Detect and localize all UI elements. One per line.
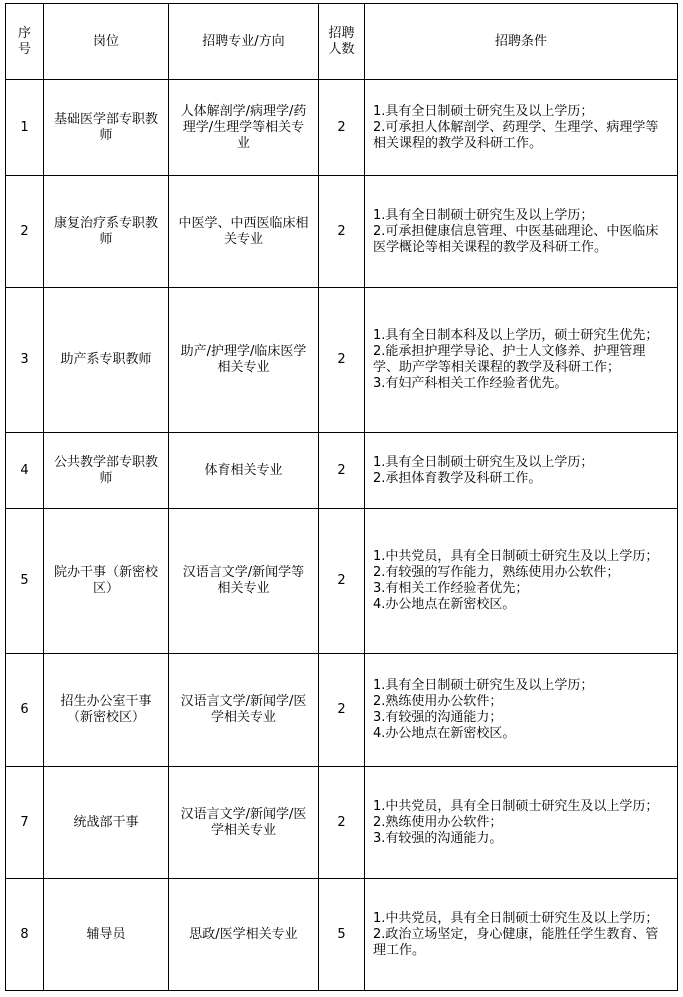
cell-position: 基础医学部专职教师 [44, 80, 169, 176]
cell-position: 统战部干事 [44, 767, 169, 879]
cell-major: 汉语言文学/新闻学/医学相关专业 [169, 654, 319, 767]
condition-item: 2.熟练使用办公软件； [373, 814, 503, 830]
table-row [6, 288, 678, 433]
table-row [6, 176, 678, 288]
cell-count: 2 [319, 433, 365, 509]
condition-item: 1.具有全日制硕士研究生及以上学历； [373, 454, 594, 470]
cell-no: 2 [6, 176, 44, 288]
cell-count: 2 [319, 80, 365, 176]
cell-count: 2 [319, 509, 365, 654]
cell-conditions [365, 767, 678, 879]
condition-item: 2.能承担护理学导论、护士人文修养、护理管理学、助产学等相关课程的教学及科研工作； [373, 344, 646, 375]
condition-item: 2.熟练使用办公软件； [373, 694, 503, 709]
cell-position: 康复治疗系专职教师 [44, 176, 169, 288]
header-row [6, 4, 678, 80]
condition-item: 3.有妇产科相关工作经验者优先。 [373, 376, 568, 391]
condition-item: 1.中共党员，具有全日制硕士研究生及以上学历； [373, 549, 659, 564]
cell-major: 汉语言文学/新闻学/医学相关专业 [169, 767, 319, 879]
cell-major: 汉语言文学/新闻学等相关专业 [169, 509, 319, 654]
condition-item: 3.有相关工作经验者优先； [373, 581, 529, 596]
cell-major: 人体解剖学/病理学/药理学/生理学等相关专业 [169, 80, 319, 176]
condition-item: 1.具有全日制本科及以上学历，硕士研究生优先； [373, 328, 659, 343]
table-row [6, 509, 678, 654]
cell-no: 6 [6, 654, 44, 767]
cell-no: 7 [6, 767, 44, 879]
table-row [6, 80, 678, 176]
cell-no: 1 [6, 80, 44, 176]
condition-item: 1.中共党员，具有全日制硕士研究生及以上学历； [373, 910, 659, 926]
header-conditions: 招聘条件 [365, 4, 678, 80]
cell-no: 5 [6, 509, 44, 654]
header-major: 招聘专业/方向 [169, 4, 319, 80]
condition-item: 1.中共党员，具有全日制硕士研究生及以上学历； [373, 798, 659, 814]
condition-item: 4.办公地点在新密校区。 [373, 726, 516, 741]
condition-item: 2.可承担人体解剖学、药理学、生理学、病理学等相关课程的教学及科研工作。 [373, 119, 659, 151]
cell-conditions [365, 879, 678, 991]
header-count: 招聘人数 [319, 4, 365, 80]
cell-count: 2 [319, 288, 365, 433]
cell-position: 助产系专职教师 [44, 288, 169, 433]
header-position: 岗位 [44, 4, 169, 80]
condition-item: 4.办公地点在新密校区。 [373, 597, 516, 612]
cell-no: 3 [6, 288, 44, 433]
table-row [6, 654, 678, 767]
cell-count: 2 [319, 654, 365, 767]
cell-conditions [365, 288, 678, 433]
condition-item: 1.具有全日制硕士研究生及以上学历； [373, 207, 594, 223]
cell-position: 辅导员 [44, 879, 169, 991]
condition-item: 1.具有全日制硕士研究生及以上学历； [373, 103, 594, 119]
condition-item: 3.有较强的沟通能力； [373, 710, 503, 725]
cell-major: 中医学、中西医临床相关专业 [169, 176, 319, 288]
cell-count: 5 [319, 879, 365, 991]
cell-major: 思政/医学相关专业 [169, 879, 319, 991]
cell-position: 公共教学部专职教师 [44, 433, 169, 509]
cell-count: 2 [319, 767, 365, 879]
cell-no: 4 [6, 433, 44, 509]
cell-position: 院办干事（新密校区） [44, 509, 169, 654]
header-no: 序号 [6, 4, 44, 80]
cell-conditions [365, 654, 678, 767]
condition-item: 2.承担体育教学及科研工作。 [373, 470, 542, 486]
table-row [6, 433, 678, 509]
condition-item: 3.有较强的沟通能力。 [373, 830, 503, 846]
condition-item: 2.可承担健康信息管理、中医基础理论、中医临床医学概论等相关课程的教学及科研工作。 [373, 223, 659, 255]
table-row [6, 879, 678, 991]
table-row [6, 767, 678, 879]
cell-conditions [365, 509, 678, 654]
cell-conditions [365, 80, 678, 176]
condition-item: 2.有较强的写作能力，熟练使用办公软件； [373, 565, 620, 580]
cell-conditions [365, 433, 678, 509]
cell-conditions [365, 176, 678, 288]
recruitment-table [5, 3, 678, 991]
condition-item: 1.具有全日制硕士研究生及以上学历； [373, 678, 594, 693]
cell-no: 8 [6, 879, 44, 991]
cell-major: 体育相关专业 [169, 433, 319, 509]
condition-item: 2.政治立场坚定，身心健康，能胜任学生教育、管理工作。 [373, 926, 659, 958]
cell-count: 2 [319, 176, 365, 288]
cell-position: 招生办公室干事（新密校区） [44, 654, 169, 767]
cell-major: 助产/护理学/临床医学相关专业 [169, 288, 319, 433]
